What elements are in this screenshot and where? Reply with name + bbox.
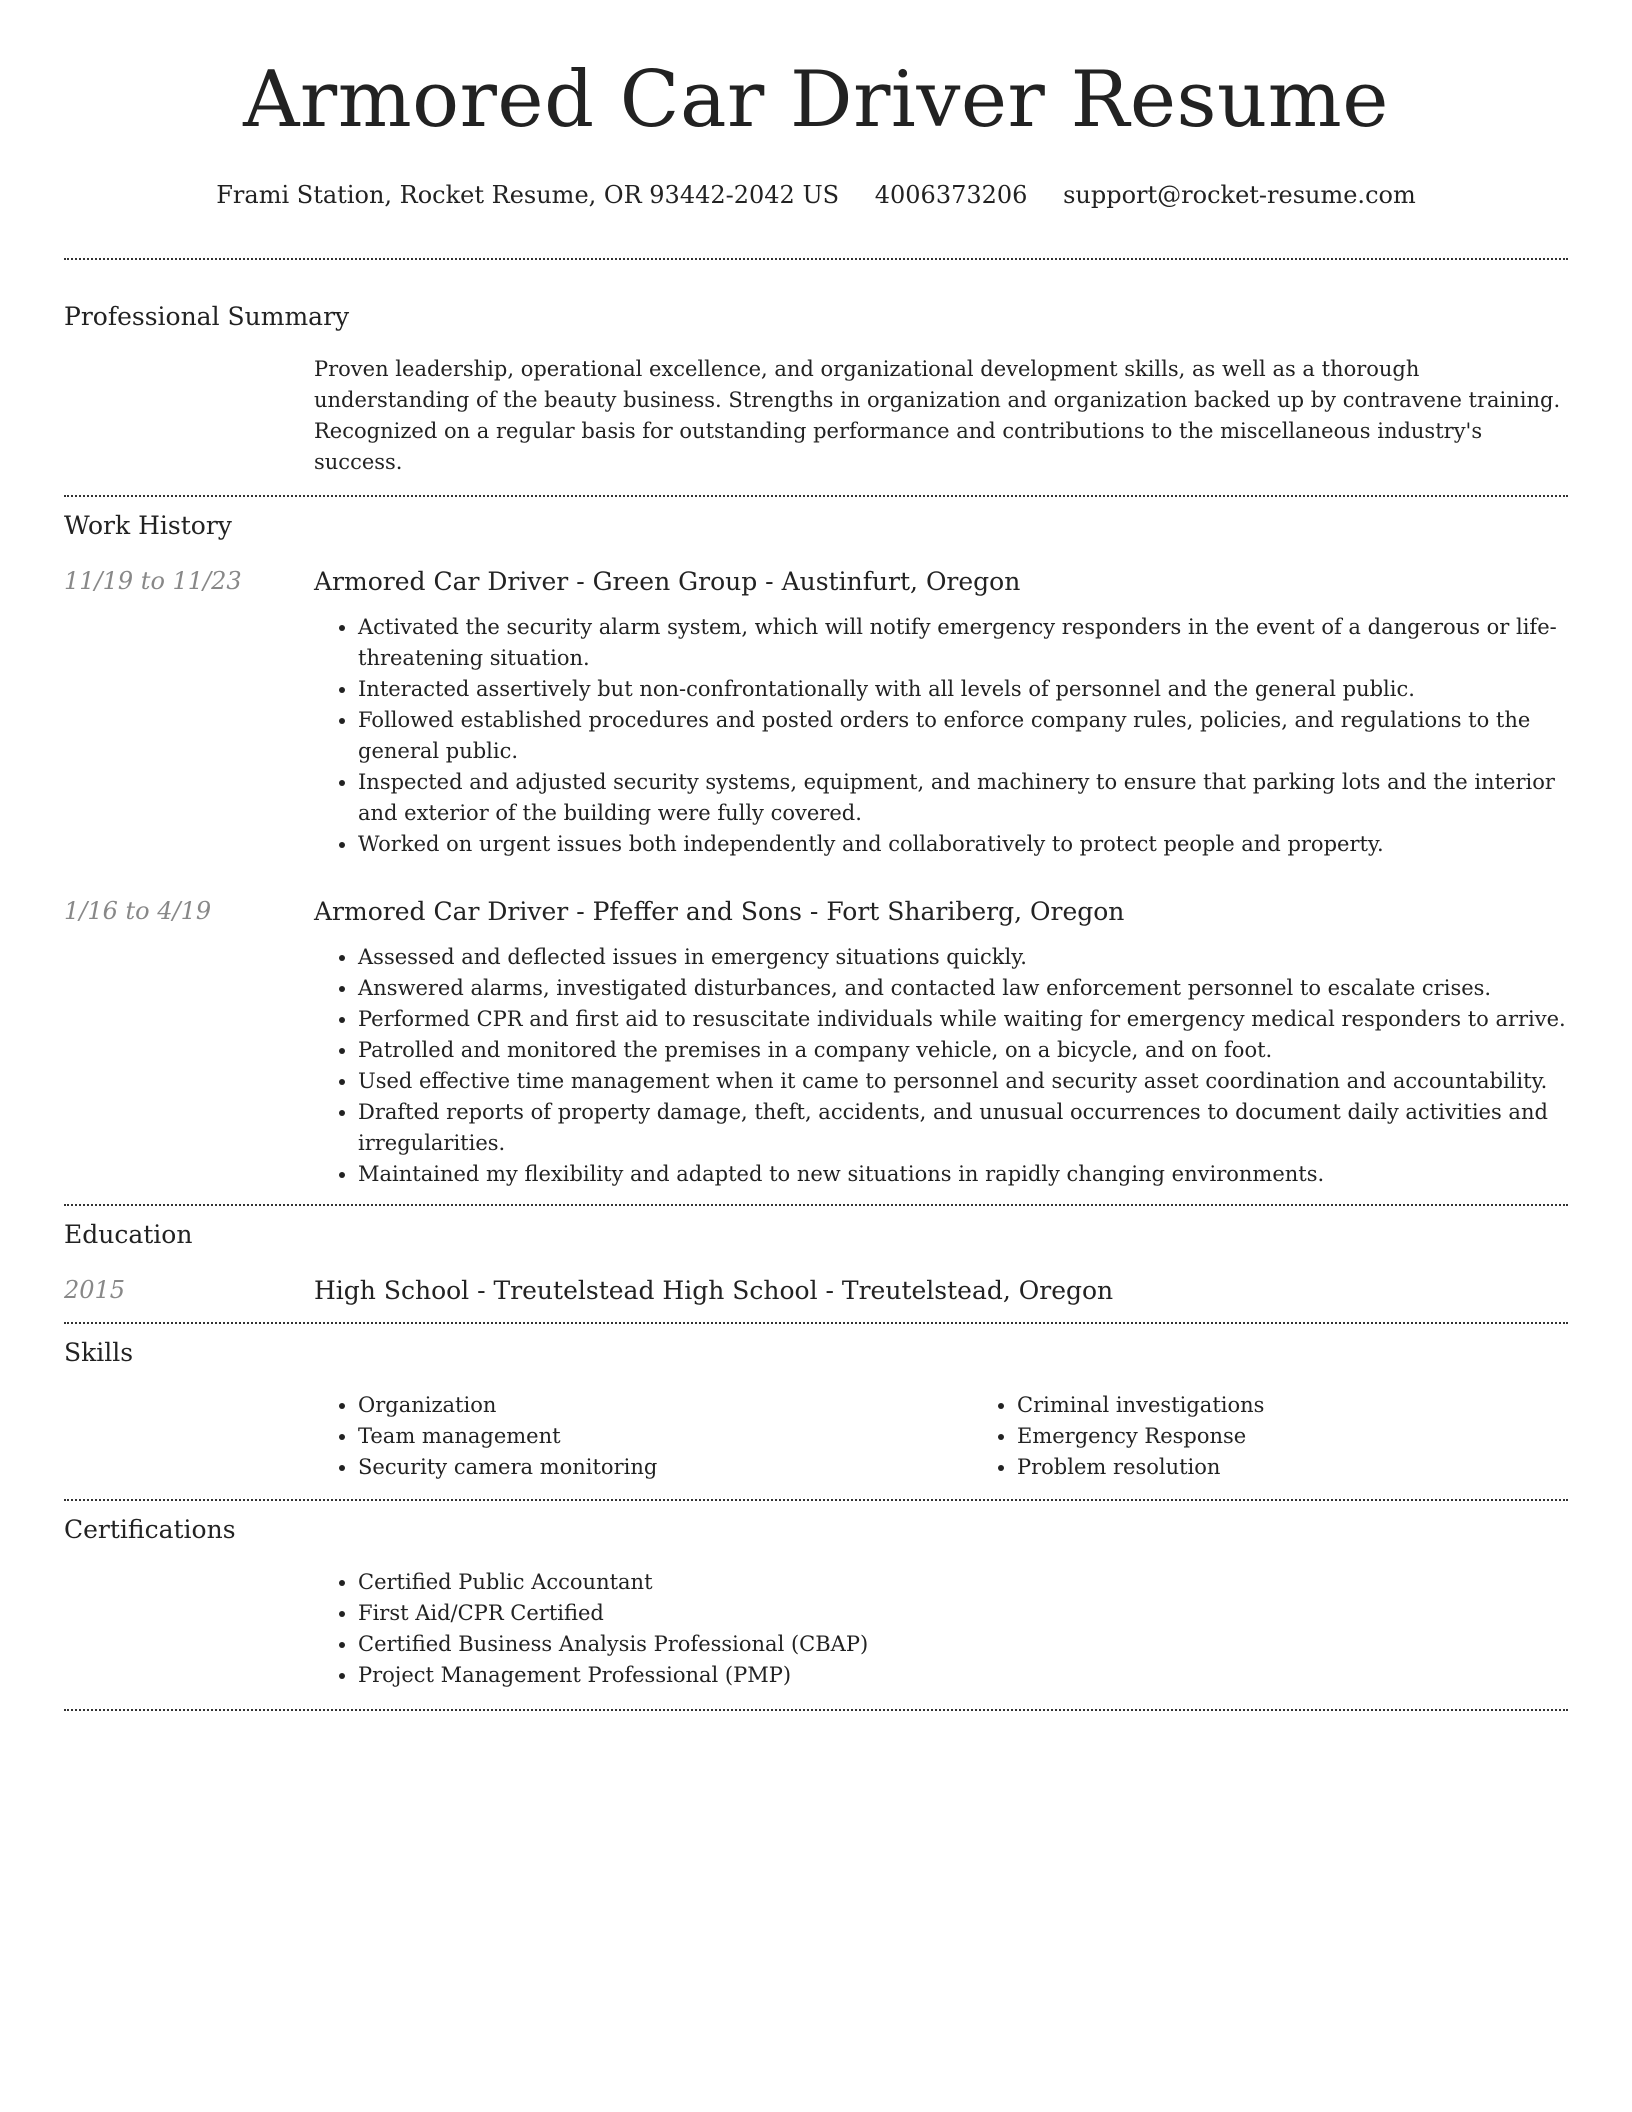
list-item: • Organization (358, 1390, 973, 1421)
job-bullets (314, 942, 1568, 1190)
section-divider (64, 1499, 1568, 1501)
section-divider (64, 1322, 1568, 1324)
section-divider (64, 1709, 1568, 1711)
certifications-section (64, 1513, 1568, 1691)
education-title: High School - Treutelstead High School - Treutelstead, Oregon (314, 1276, 1114, 1305)
list-item: • Performed CPR and first aid to resuscitate individuals while waiting for emergency medical responders to arrive. (358, 1004, 1568, 1035)
education-heading: Education (64, 1220, 193, 1249)
certifications-list (314, 1567, 1568, 1691)
job-dates: 1/16 to 4/19 (64, 897, 212, 925)
list-item: • Used effective time management when it came to personnel and security asset coordination and accountability. (358, 1066, 1568, 1097)
list-item: • Interacted assertively but non-confrontationally with all levels of personnel and the general public. (358, 674, 1568, 705)
summary-section (64, 300, 1568, 478)
list-item: • Worked on urgent issues both independently and collaboratively to protect people and property. (358, 829, 1568, 860)
list-item: • Followed established procedures and posted orders to enforce company rules, policies, and regulations to the general public. (358, 705, 1568, 767)
education-section (64, 1218, 1568, 1308)
list-item: • Team management (358, 1421, 973, 1452)
list-item: • Security camera monitoring (358, 1452, 973, 1483)
job-bullets (314, 612, 1568, 860)
list-item: • Criminal investigations (1017, 1390, 1632, 1421)
list-item: • Answered alarms, investigated disturbances, and contacted law enforcement personnel to escalate crises. (358, 973, 1568, 1004)
education-entry (64, 1274, 1568, 1308)
certifications-heading: Certifications (64, 1515, 236, 1544)
job-dates: 11/19 to 11/23 (64, 567, 242, 595)
contact-info (64, 178, 1568, 212)
summary-heading: Professional Summary (64, 302, 350, 331)
list-item: • Emergency Response (1017, 1421, 1632, 1452)
skills-heading: Skills (64, 1338, 134, 1367)
section-divider (64, 1204, 1568, 1206)
job-entry (64, 895, 1568, 1190)
skills-section (64, 1336, 1568, 1483)
skills-list-right (973, 1390, 1632, 1483)
list-item: • Certified Business Analysis Professional (CBAP) (358, 1629, 1568, 1660)
job-entry (64, 565, 1568, 860)
section-divider (64, 495, 1568, 497)
resume-page (64, 0, 1568, 1711)
list-item: • Activated the security alarm system, which will notify emergency responders in the event of a dangerous or life-threatening situation. (358, 612, 1568, 674)
work-history-heading: Work History (64, 511, 232, 540)
list-item: • Problem resolution (1017, 1452, 1632, 1483)
list-item: • Inspected and adjusted security systems, equipment, and machinery to ensure that parking lots and the interior and exterior of the building were fully covered. (358, 767, 1568, 829)
list-item: • Assessed and deflected issues in emergency situations quickly. (358, 942, 1568, 973)
summary-text: Proven leadership, operational excellence, and organizational development skills, as well as a thorough understanding of the beauty business. Strengths in organization and organization backed up by contravene training. Recognized on a regular basis for outstanding performance and contributions to the miscellaneous industry's success. (314, 357, 1561, 474)
list-item: • Certified Public Accountant (358, 1567, 1568, 1598)
page-title: Armored Car Driver Resume (243, 55, 1389, 145)
education-year: 2015 (64, 1276, 126, 1304)
list-item: • Patrolled and monitored the premises in a company vehicle, on a bicycle, and on foot. (358, 1035, 1568, 1066)
list-item: • Drafted reports of property damage, theft, accidents, and unusual occurrences to document daily activities and irregularities. (358, 1097, 1568, 1159)
section-divider (64, 258, 1568, 260)
list-item: • Project Management Professional (PMP) (358, 1660, 1568, 1691)
list-item: • First Aid/CPR Certified (358, 1598, 1568, 1629)
job-title: Armored Car Driver - Green Group - Austinfurt, Oregon (314, 567, 1021, 596)
contact-address: Frami Station, Rocket Resume, OR 93442-2042 US (216, 181, 840, 209)
contact-phone: 4006373206 (874, 181, 1028, 209)
skills-list-left (314, 1390, 973, 1483)
contact-email: support@rocket-resume.com (1063, 181, 1416, 209)
list-item: • Maintained my flexibility and adapted to new situations in rapidly changing environments. (358, 1159, 1568, 1190)
work-history-section (64, 509, 1568, 1190)
job-title: Armored Car Driver - Pfeffer and Sons - Fort Shariberg, Oregon (314, 897, 1125, 926)
